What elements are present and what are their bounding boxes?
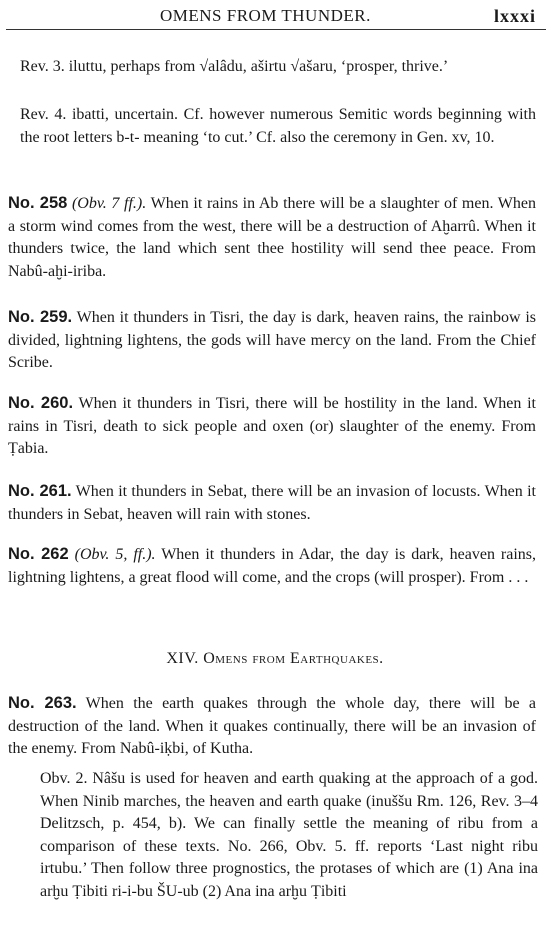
- entry-text: When it thunders in Tisri, there will be hostility in the land. When it rains in Tisri, death to sick people and oxen (or) slaughter of the enemy. From Ṭabia.: [8, 395, 536, 457]
- entry-text: When it thunders in Tisri, the day is dark, heaven rains, the rainbow is divided, lightning lightens, the gods will have mercy on the land. From the Chief Scribe.: [8, 309, 536, 371]
- entry-259: [8, 306, 536, 375]
- entry-number: No. 263.: [8, 694, 77, 712]
- entry-number: No. 258: [8, 194, 68, 212]
- entry-262: [8, 543, 536, 589]
- entry-text: When the earth quakes through the whole day, there will be a destruction of the land. When it quakes continually, there will be an invasion of the enemy. From Nabû-iḳbi, of Kutha.: [8, 695, 536, 757]
- running-title: OMENS FROM THUNDER.: [160, 6, 371, 25]
- section-title: Omens from Earthquakes.: [203, 650, 384, 667]
- entry-number: No. 260.: [8, 394, 74, 412]
- entry-text: When it rains in Ab there will be a slaughter of men. When a storm wind comes from the west, there will be a destruction of Aḫarrû. When it thunders twice, the land which sent thee hostility will send thee peace. From Nabû-aḫi-iriba.: [8, 195, 536, 280]
- section-numeral: XIV.: [166, 650, 199, 667]
- entry-number: No. 262: [8, 545, 69, 563]
- entry-text: When it thunders in Sebat, there will be an invasion of locusts. When it thunders in Sebat, heaven will rain with stones.: [8, 483, 536, 523]
- note-rev3: Rev. 3. iluttu, perhaps from √alâdu, aširtu √ašaru, ‘prosper, thrive.’: [20, 58, 449, 75]
- header-rule: [6, 29, 546, 30]
- entry-number: No. 261.: [8, 482, 72, 500]
- section-heading: [0, 650, 550, 668]
- entry-ref: (Obv. 7 ff.).: [71, 195, 147, 212]
- page-number: lxxxi: [493, 6, 536, 26]
- entry-number: No. 259.: [8, 308, 73, 326]
- entry-260: [8, 392, 536, 461]
- entry-261: [8, 480, 536, 526]
- entry-text: When it thunders in Adar, the day is dark, heaven rains, lightning lightens, a great flood will come, and the crops (will prosper). From . . .: [8, 546, 536, 586]
- entry-263: [8, 692, 536, 761]
- note-rev4: Rev. 4. ibatti, uncertain. Cf. however numerous Semitic words beginning with the root letters b-t- meaning ‘to cut.’ Cf. also the ceremony in Gen. xv, 10.: [20, 106, 536, 146]
- entry-258: [8, 192, 536, 283]
- page-header: [0, 0, 550, 30]
- entry-ref: (Obv. 5, ff.).: [74, 546, 156, 563]
- note-obv2: Obv. 2. Nâšu is used for heaven and earth quaking at the approach of a god. When Ninib marches, the heaven and earth quake (inuššu Rm. 126, Rev. 3–4 Delitzsch, p. 454, b). We can finally settle the meaning of ribu from a comparison of these texts. No. 266, Obv. 5. ff. reports ‘Last night ribu irtubu.’ Then follow three prognostics, the protases of which are (1) Ana ina arḫu Ṭibiti ri-i-bu ŠU-ub (2) Ana ina arḫu Ṭibiti: [40, 770, 538, 900]
